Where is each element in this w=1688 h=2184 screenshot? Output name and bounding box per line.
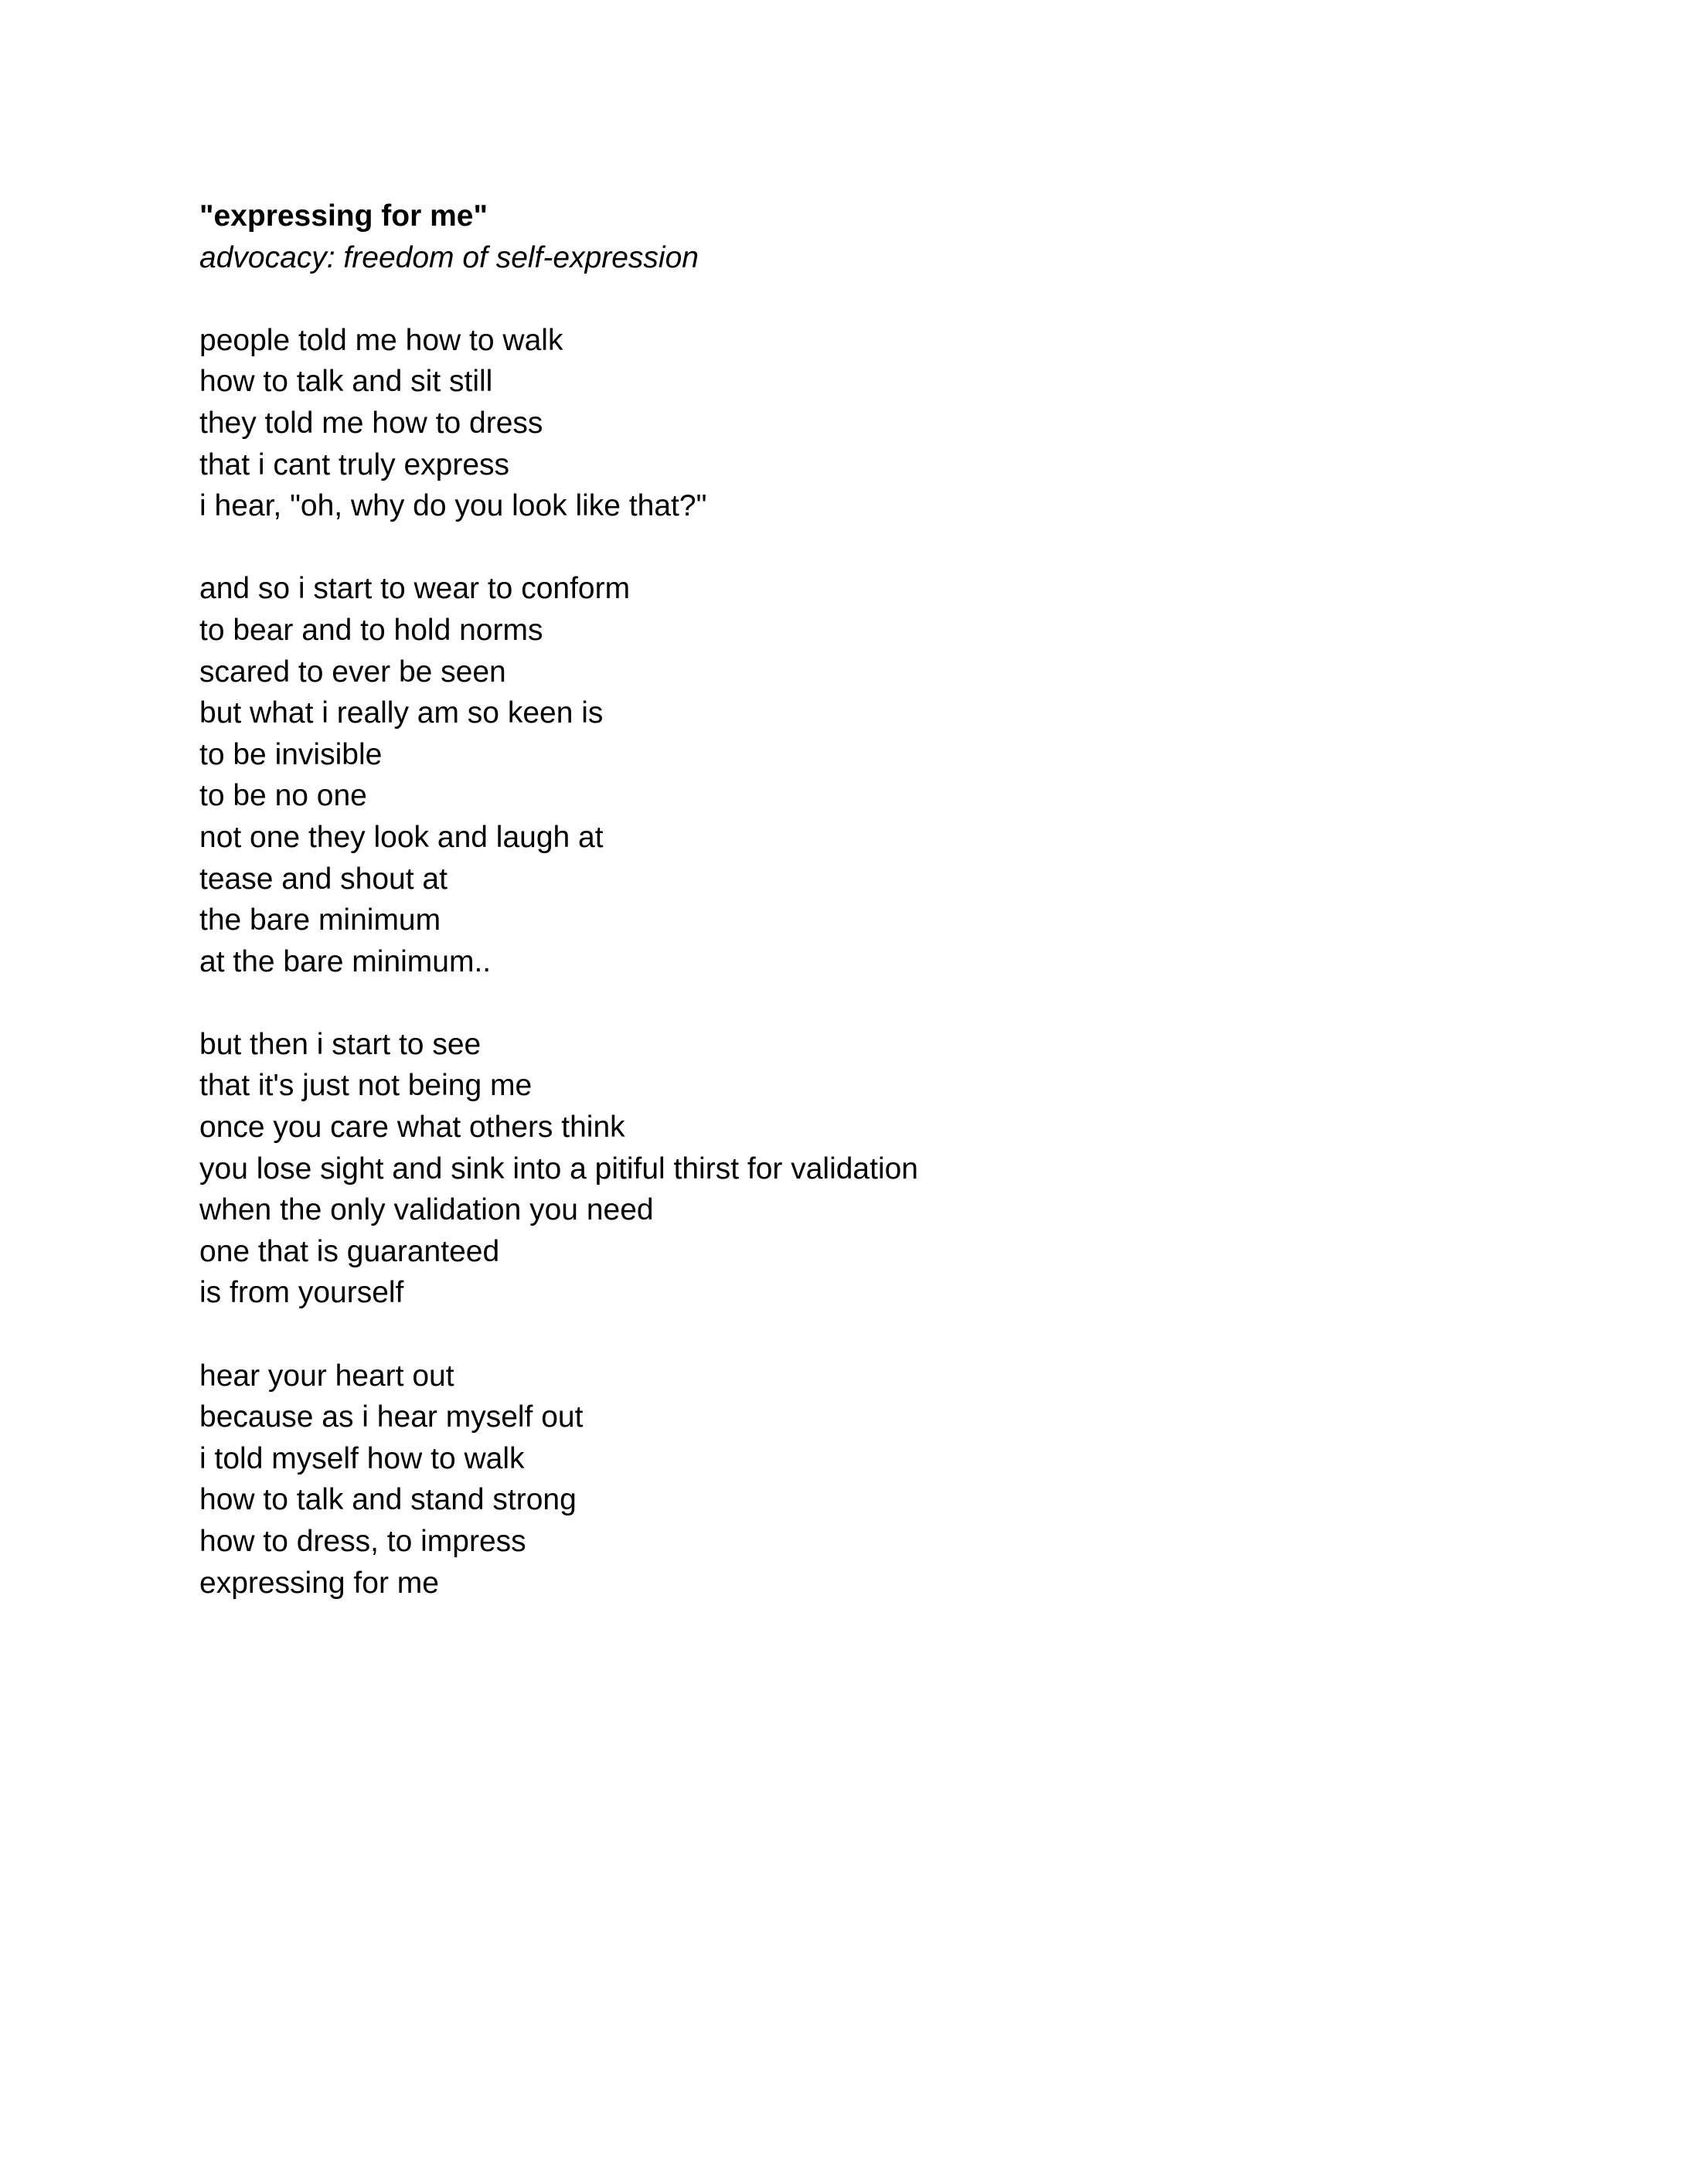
poem-line: the bare minimum (199, 903, 441, 937)
poem-line: you lose sight and sink into a pitiful thirst for validation (199, 1152, 919, 1186)
stanza-break (199, 982, 1513, 1024)
stanza-3 (199, 1024, 1513, 1314)
poem-line: that it's just not being me (199, 1069, 533, 1103)
stanza-break (199, 278, 1513, 320)
poem-line: when the only validation you need (199, 1193, 654, 1227)
poem-line: scared to ever be seen (199, 655, 506, 689)
poem-line: tease and shout at (199, 862, 448, 896)
poem (199, 196, 1513, 1604)
poem-line: but what i really am so keen is (199, 696, 604, 730)
poem-subtitle: advocacy: freedom of self-expression (199, 240, 699, 274)
poem-line: how to talk and stand strong (199, 1483, 577, 1517)
poem-line: that i cant truly express (199, 447, 510, 481)
poem-line: to be invisible (199, 737, 383, 771)
poem-line: once you care what others think (199, 1111, 625, 1145)
poem-title: "expressing for me" (199, 199, 488, 233)
poem-line: but then i start to see (199, 1027, 482, 1061)
stanza-2 (199, 568, 1513, 982)
poem-line: how to dress, to impress (199, 1525, 526, 1558)
poem-line: people told me how to walk (199, 323, 563, 357)
stanza-4 (199, 1356, 1513, 1604)
poem-line: i hear, "oh, why do you look like that?" (199, 489, 707, 523)
poem-line: at the bare minimum.. (199, 944, 492, 978)
poem-line: expressing for me (199, 1566, 439, 1600)
poem-line: to bear and to hold norms (199, 613, 543, 647)
poem-line: and so i start to wear to conform (199, 572, 631, 606)
poem-line: hear your heart out (199, 1359, 454, 1393)
poem-line: is from yourself (199, 1276, 404, 1310)
poem-line: because as i hear myself out (199, 1400, 584, 1434)
poem-line: i told myself how to walk (199, 1441, 525, 1475)
poem-line: to be no one (199, 779, 367, 813)
poem-line: they told me how to dress (199, 406, 543, 440)
poem-line: how to talk and sit still (199, 365, 493, 399)
stanza-1 (199, 320, 1513, 527)
poem-line: not one they look and laugh at (199, 820, 604, 854)
stanza-break (199, 1314, 1513, 1356)
poem-line: one that is guaranteed (199, 1234, 500, 1268)
stanza-break (199, 527, 1513, 569)
